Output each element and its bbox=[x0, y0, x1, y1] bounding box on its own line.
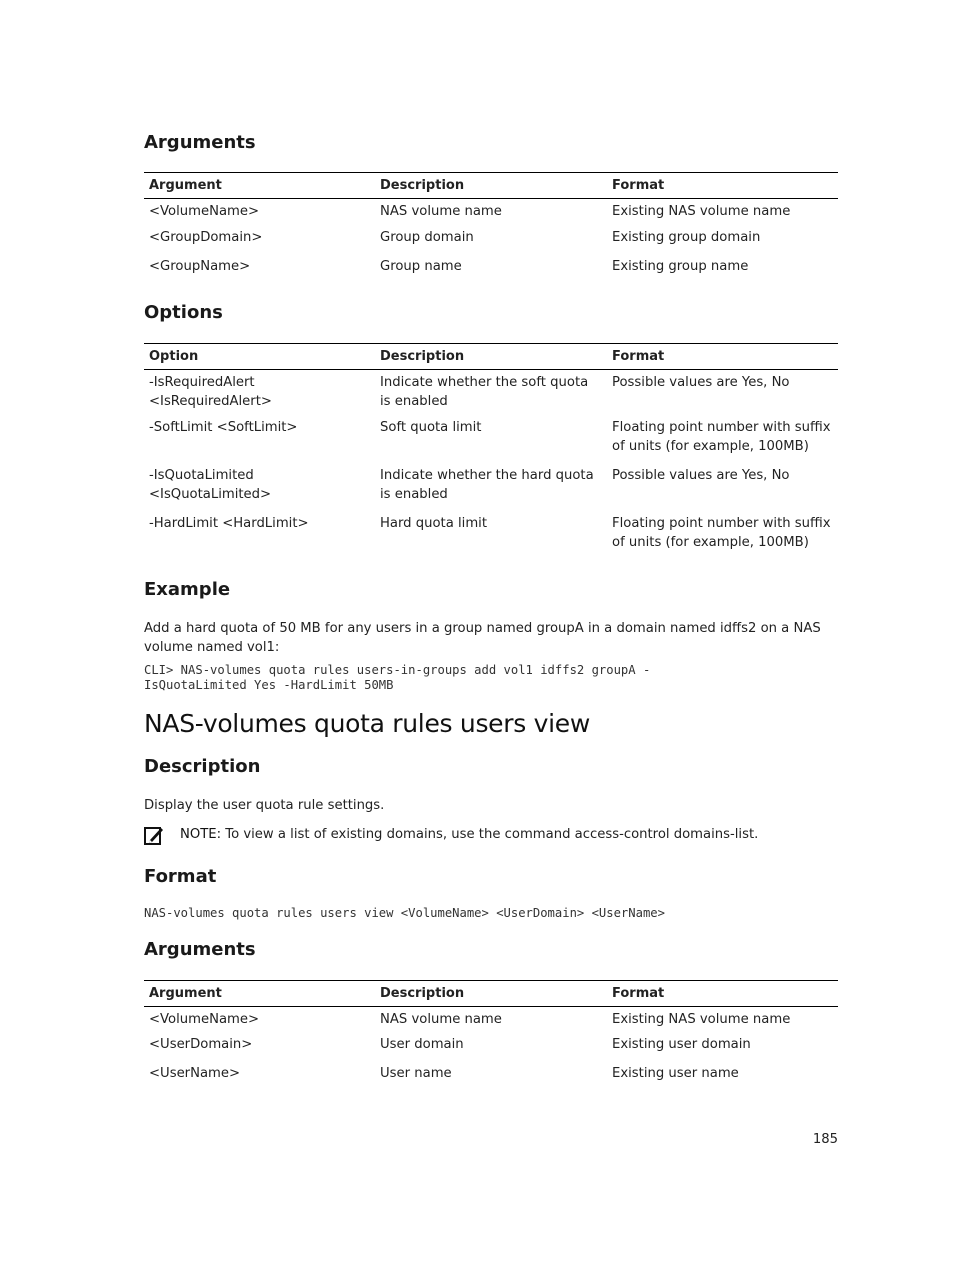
page-number: 185 bbox=[812, 1132, 838, 1147]
arguments-table-2 bbox=[144, 980, 838, 1093]
table-cell: Existing NAS volume name bbox=[612, 1012, 791, 1027]
column-header: Format bbox=[607, 173, 838, 199]
options-heading: Options bbox=[144, 302, 223, 323]
description-heading: Description bbox=[144, 756, 261, 777]
note-label: NOTE: bbox=[180, 827, 222, 842]
table-cell: -SoftLimit <SoftLimit> bbox=[149, 419, 298, 435]
example-code-line-1: CLI> NAS-volumes quota rules users-in-groups add vol1 idffs2 groupA - bbox=[144, 663, 651, 677]
table-row bbox=[144, 418, 838, 466]
pencil-note-icon bbox=[144, 824, 164, 846]
table-cell: Group domain bbox=[380, 229, 474, 245]
table-cell: Hard quota limit bbox=[380, 515, 488, 531]
table-cell: <VolumeName> bbox=[149, 1012, 260, 1027]
table-cell: Existing group domain bbox=[612, 229, 761, 245]
table-cell: <UserName> bbox=[149, 1065, 241, 1081]
table-cell: User domain bbox=[380, 1036, 464, 1052]
table-cell: Existing user name bbox=[612, 1065, 739, 1081]
table-row bbox=[144, 228, 838, 257]
column-header: Format bbox=[607, 981, 838, 1007]
page-title: NAS-volumes quota rules users view bbox=[144, 709, 590, 738]
table-cell: Floating point number with suffix of units (for example, 100MB) bbox=[612, 419, 831, 454]
table-cell: Indicate whether the soft quota is enabled bbox=[380, 375, 589, 409]
column-header: Description bbox=[375, 981, 607, 1007]
table-row bbox=[144, 199, 838, 228]
table-row bbox=[144, 514, 838, 562]
format-code: NAS-volumes quota rules users view <VolumeName> <UserDomain> <UserName> bbox=[144, 906, 665, 920]
example-heading: Example bbox=[144, 579, 231, 600]
table-row bbox=[144, 1064, 838, 1093]
table-row bbox=[144, 466, 838, 514]
table-cell: <UserDomain> bbox=[149, 1036, 253, 1052]
options-table bbox=[144, 343, 838, 562]
column-header: Argument bbox=[144, 981, 375, 1007]
table-cell: NAS volume name bbox=[380, 204, 502, 219]
table-cell: Floating point number with suffix of units (for example, 100MB) bbox=[612, 515, 831, 550]
table-header-row bbox=[144, 173, 838, 199]
column-header: Description bbox=[375, 173, 607, 199]
table-cell: Existing group name bbox=[612, 258, 749, 274]
table-row bbox=[144, 1035, 838, 1064]
table-cell: Soft quota limit bbox=[380, 419, 482, 435]
table-cell: Indicate whether the hard quota is enabled bbox=[380, 467, 594, 502]
table-cell: Possible values are Yes, No bbox=[612, 375, 790, 390]
table-cell: <GroupDomain> bbox=[149, 229, 263, 245]
column-header: Option bbox=[144, 344, 375, 370]
table-cell: -IsQuotaLimited <IsQuotaLimited> bbox=[149, 467, 272, 502]
column-header: Argument bbox=[144, 173, 375, 199]
note-body: To view a list of existing domains, use the command access-control domains-list. bbox=[221, 827, 759, 842]
arguments-heading: Arguments bbox=[144, 132, 256, 153]
column-header: Format bbox=[607, 344, 838, 370]
table-row bbox=[144, 1007, 838, 1035]
table-cell: Existing user domain bbox=[612, 1036, 751, 1052]
table-cell: -IsRequiredAlert <IsRequiredAlert> bbox=[149, 375, 272, 409]
table-cell: Possible values are Yes, No bbox=[612, 467, 790, 483]
table-cell: User name bbox=[380, 1065, 452, 1081]
table-cell: NAS volume name bbox=[380, 1012, 502, 1027]
table-row bbox=[144, 257, 838, 286]
table-row bbox=[144, 370, 838, 418]
table-cell: Group name bbox=[380, 258, 462, 274]
note-box bbox=[144, 825, 838, 849]
description-text: Display the user quota rule settings. bbox=[144, 798, 385, 813]
table-header-row bbox=[144, 981, 838, 1007]
column-header: Description bbox=[375, 344, 607, 370]
table-header-row bbox=[144, 344, 838, 370]
arguments-heading-2: Arguments bbox=[144, 939, 256, 960]
table-cell: Existing NAS volume name bbox=[612, 204, 791, 219]
table-cell: <GroupName> bbox=[149, 258, 251, 274]
example-code-line-2: IsQuotaLimited Yes -HardLimit 50MB bbox=[144, 678, 394, 692]
table-cell: <VolumeName> bbox=[149, 204, 260, 219]
arguments-table bbox=[144, 172, 838, 286]
example-text: Add a hard quota of 50 MB for any users in a group named groupA in a domain named idffs2 on a NAS volume named vol1: bbox=[144, 621, 821, 655]
format-heading: Format bbox=[144, 866, 217, 887]
table-cell: -HardLimit <HardLimit> bbox=[149, 515, 309, 531]
note-text bbox=[180, 825, 758, 844]
